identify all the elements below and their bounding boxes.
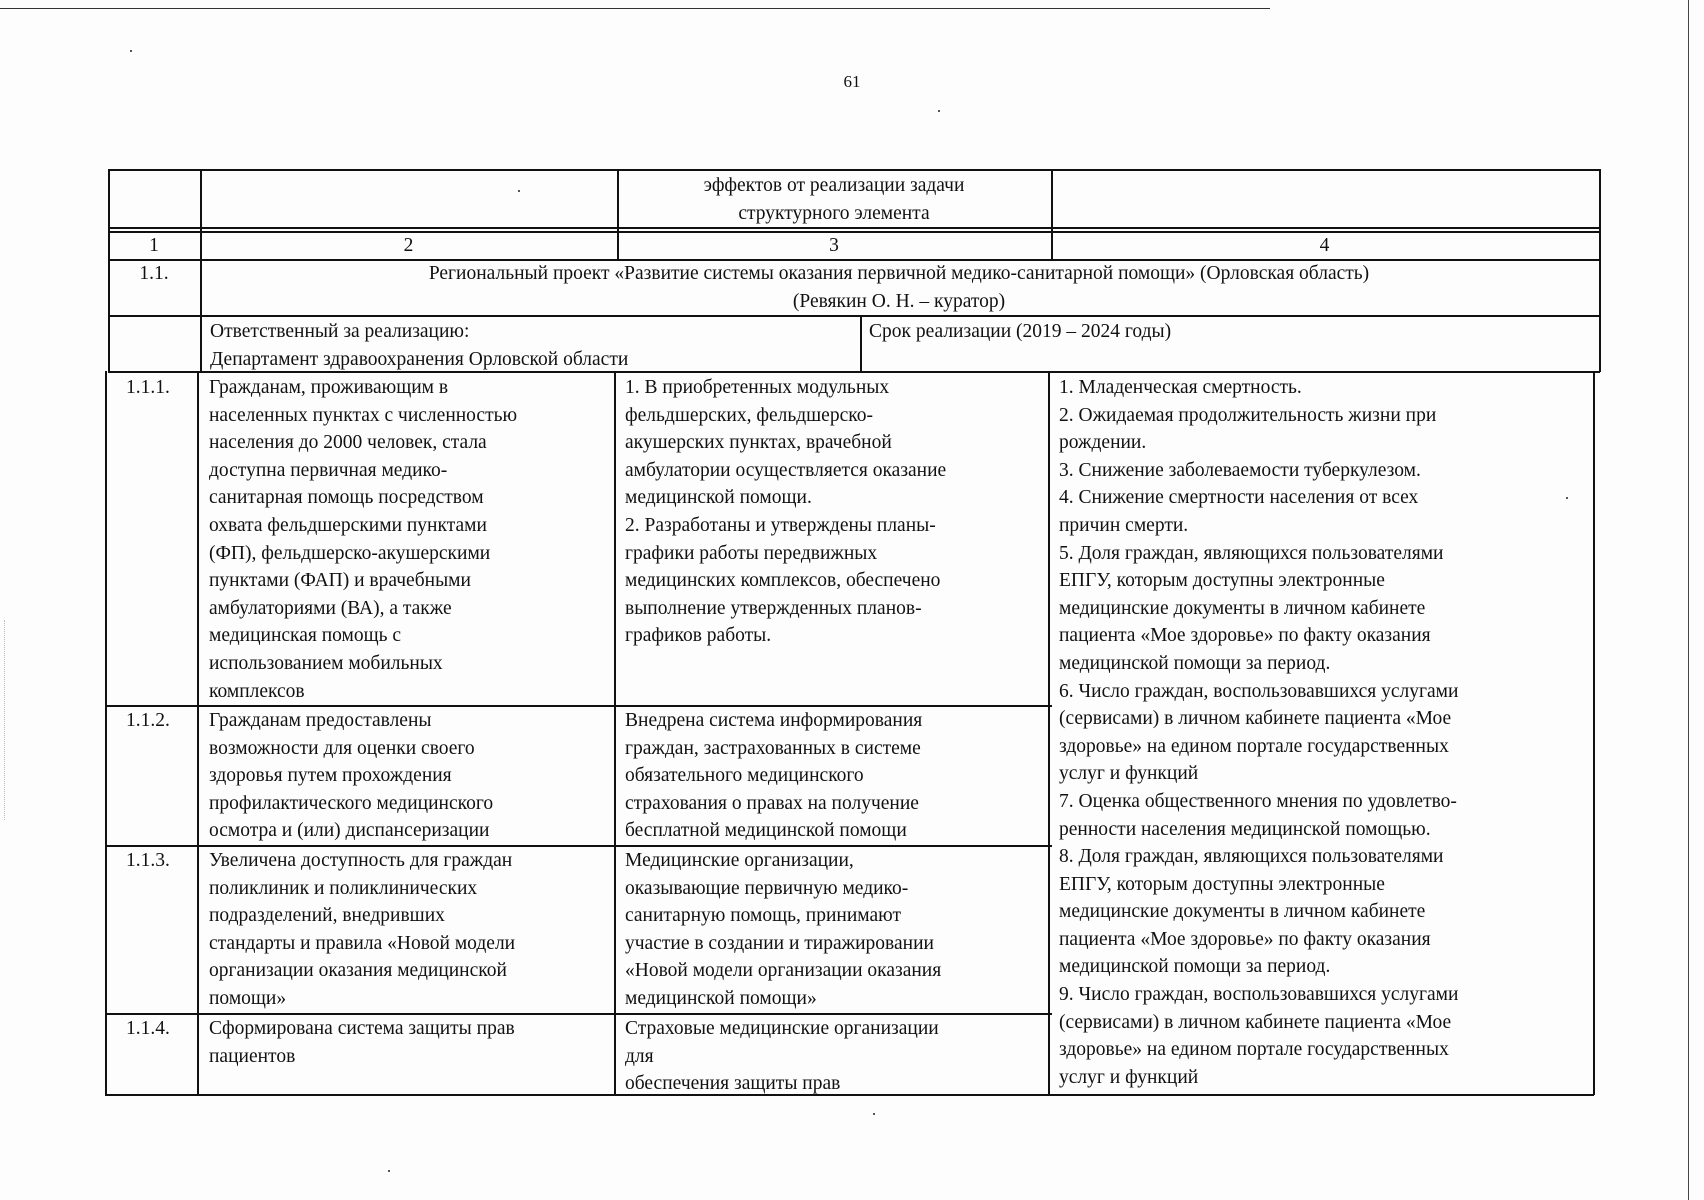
text-line: (ФП), фельдшерско-акушерскими <box>209 542 491 564</box>
text-line: населения до 2000 человек, стала <box>209 432 487 454</box>
page-number: 61 <box>843 72 861 91</box>
text-line: 5. Доля граждан, являющихся пользователями <box>1059 542 1444 564</box>
grid-line <box>1599 169 1601 372</box>
task-1-1-4 <box>209 1015 515 1070</box>
text-line: граждан, застрахованных в системе <box>625 737 921 759</box>
grid-line <box>200 169 202 372</box>
text-line: ЕПГУ, которым доступны электронные <box>1059 570 1385 592</box>
text-line: Страховые медицинские организации <box>625 1018 939 1039</box>
continuation-col3 <box>617 172 1051 227</box>
effect-1-1-1 <box>625 374 946 650</box>
text-line: медицинских комплексов, обеспечено <box>625 570 941 592</box>
text-line: медицинские документы в личном кабинете <box>1059 901 1426 923</box>
grid-line <box>108 259 1600 261</box>
scan-speck <box>130 50 132 52</box>
grid-line <box>105 845 1052 847</box>
scan-speck <box>873 1113 875 1115</box>
text-line: 4. Снижение смертности населения от всех <box>1059 487 1419 509</box>
text-line: Медицинские организации, <box>625 850 854 871</box>
text-line: Внедрена система информирования <box>625 710 923 731</box>
text-line: услуг и функций <box>1059 763 1199 785</box>
text-line: (Ревякин О. Н. – куратор) <box>792 290 1006 312</box>
text-line: осмотра и (или) диспансеризации <box>209 820 490 842</box>
text-line: медицинской помощи. <box>625 487 812 509</box>
text-line: пунктами (ФАП) и врачебными <box>209 570 471 592</box>
text-line: стандарты и правила «Новой модели <box>209 932 516 954</box>
text-line: охвата фельдшерскими пунктами <box>209 514 487 536</box>
column-number-3: 3 <box>829 235 839 256</box>
row-number-1-1-4: 1.1.4. <box>126 1018 170 1039</box>
effect-1-1-3 <box>625 847 941 1013</box>
text-line: доступна первичная медико- <box>209 459 448 481</box>
text-line: 6. Число граждан, воспользовавшихся услугами <box>1059 680 1459 702</box>
column-number-2: 2 <box>403 235 414 256</box>
grid-line <box>105 1013 1052 1015</box>
grid-line <box>105 1094 1594 1096</box>
text-line: поликлиник и поликлинических <box>209 877 478 899</box>
grid-line <box>614 371 616 1095</box>
grid-line <box>108 169 110 372</box>
text-line: 2. Ожидаемая продолжительность жизни при <box>1059 404 1437 426</box>
text-line: комплексов <box>209 680 305 702</box>
text-line: «Новой модели организации оказания <box>625 960 942 982</box>
text-line: медицинской помощи за период. <box>1059 956 1331 978</box>
project-title <box>200 260 1598 315</box>
text-line: Департамент здравоохранения Орловской области <box>210 348 629 370</box>
text-line: обеспечения защиты прав <box>625 1073 841 1095</box>
task-1-1-3 <box>209 847 515 1013</box>
text-line: возможности для оценки своего <box>209 737 475 759</box>
grid-line <box>108 227 1600 229</box>
text-line: амбулатории осуществляется оказание <box>625 459 947 481</box>
text-line: здоровья путем прохождения <box>209 765 452 787</box>
text-line: участие в создании и тиражировании <box>625 932 934 954</box>
row-number-1-1-3: 1.1.3. <box>126 850 170 871</box>
text-line: Ответственный за реализацию: <box>210 321 470 342</box>
text-line: медицинской помощи за период. <box>1059 652 1331 674</box>
text-line: медицинские документы в личном кабинете <box>1059 597 1426 619</box>
text-line: пациента «Мое здоровье» по факту оказания <box>1059 625 1431 647</box>
text-line: ЕПГУ, которым доступны электронные <box>1059 873 1385 895</box>
grid-line <box>860 315 862 372</box>
text-line: помощи» <box>209 987 287 1009</box>
text-line: 3. Снижение заболеваемости туберкулезом. <box>1059 459 1421 481</box>
text-line: бесплатной медицинской помощи <box>625 820 907 842</box>
text-line: Увеличена доступность для граждан <box>209 850 513 871</box>
text-line: графики работы передвижных <box>625 542 878 564</box>
text-line: медицинской помощи» <box>625 987 817 1009</box>
text-line: организации оказания медицинской <box>209 960 507 982</box>
grid-line <box>108 169 1600 171</box>
text-line: профилактического медицинского <box>209 792 494 814</box>
grid-line <box>105 705 1052 707</box>
text-line: 7. Оценка общественного мнения по удовлетво- <box>1059 790 1457 812</box>
effect-1-1-4 <box>625 1015 939 1098</box>
text-line: рождении. <box>1059 432 1147 454</box>
row-number-1-1-2: 1.1.2. <box>126 710 170 731</box>
text-line: 1. В приобретенных модульных <box>625 377 890 398</box>
indicators-column <box>1059 374 1458 1091</box>
text-line: Региональный проект «Развитие системы оказания первичной медико-санитарной помощи» (Орловская область) <box>428 263 1370 284</box>
implementation-deadline: Срок реализации (2019 – 2024 годы) <box>869 321 1172 342</box>
column-number-4: 4 <box>1319 235 1330 256</box>
project-number: 1.1. <box>139 263 169 284</box>
text-line: 1. Младенческая смертность. <box>1059 377 1302 398</box>
text-line: амбулаториями (ВА), а также <box>209 597 452 619</box>
grid-line <box>1593 371 1595 1095</box>
text-line: выполнение утвержденных планов- <box>625 597 922 619</box>
text-line: использованием мобильных <box>209 652 443 674</box>
task-1-1-1 <box>209 374 517 705</box>
text-line: (сервисами) в личном кабинете пациента «Мое <box>1059 708 1452 730</box>
responsible-party <box>210 318 628 373</box>
text-line: пациента «Мое здоровье» по факту оказания <box>1059 928 1431 950</box>
grid-line <box>108 315 1600 317</box>
text-line: Гражданам предоставлены <box>209 710 432 731</box>
grid-line <box>197 371 199 1095</box>
text-line: населенных пунктах с численностью <box>209 404 518 426</box>
grid-line <box>1048 371 1050 1095</box>
scan-speck <box>388 1170 390 1172</box>
text-line: эффектов от реализации задачи <box>703 175 965 196</box>
text-line: страхования о правах на получение <box>625 792 919 814</box>
text-line: фельдшерских, фельдшерско- <box>625 404 873 426</box>
text-line: услуг и функций <box>1059 1066 1199 1088</box>
text-line: 8. Доля граждан, являющихся пользователями <box>1059 846 1444 868</box>
grid-line <box>617 169 619 260</box>
column-number-1: 1 <box>149 235 159 256</box>
text-line: Сформирована система защиты прав <box>209 1018 515 1039</box>
text-line: (сервисами) в личном кабинете пациента «Мое <box>1059 1011 1452 1033</box>
text-line: 2. Разработаны и утверждены планы- <box>625 514 936 536</box>
text-line: структурного элемента <box>738 202 930 224</box>
text-line: здоровье» на едином портале государственных <box>1059 735 1449 757</box>
text-line: 9. Число граждан, воспользовавшихся услугами <box>1059 984 1459 1006</box>
scan-speck <box>1566 497 1568 499</box>
text-line: санитарная помощь посредством <box>209 487 484 509</box>
text-line: медицинская помощь с <box>209 625 402 647</box>
scan-speck <box>938 110 940 112</box>
scan-speck <box>518 190 520 192</box>
text-line: для <box>625 1045 654 1067</box>
grid-line <box>108 371 1600 373</box>
grid-line <box>108 231 1600 233</box>
text-line: ренности населения медицинской помощью. <box>1059 818 1431 840</box>
text-line: причин смерти. <box>1059 514 1189 536</box>
text-line: подразделений, внедривших <box>209 905 445 927</box>
grid-line <box>1051 169 1053 260</box>
effect-1-1-2 <box>625 707 922 845</box>
text-line: обязательного медицинского <box>625 765 864 787</box>
text-line: графиков работы. <box>625 625 772 647</box>
text-line: акушерских пунктах, врачебной <box>625 432 892 454</box>
text-line: Гражданам, проживающим в <box>209 377 449 398</box>
text-line: санитарную помощь, принимают <box>625 905 901 927</box>
text-line: здоровье» на едином портале государственных <box>1059 1039 1449 1061</box>
grid-line <box>105 371 107 1095</box>
text-line: пациентов <box>209 1045 296 1067</box>
text-line: оказывающие первичную медико- <box>625 877 909 899</box>
task-1-1-2 <box>209 707 493 845</box>
row-number-1-1-1: 1.1.1. <box>126 377 170 398</box>
